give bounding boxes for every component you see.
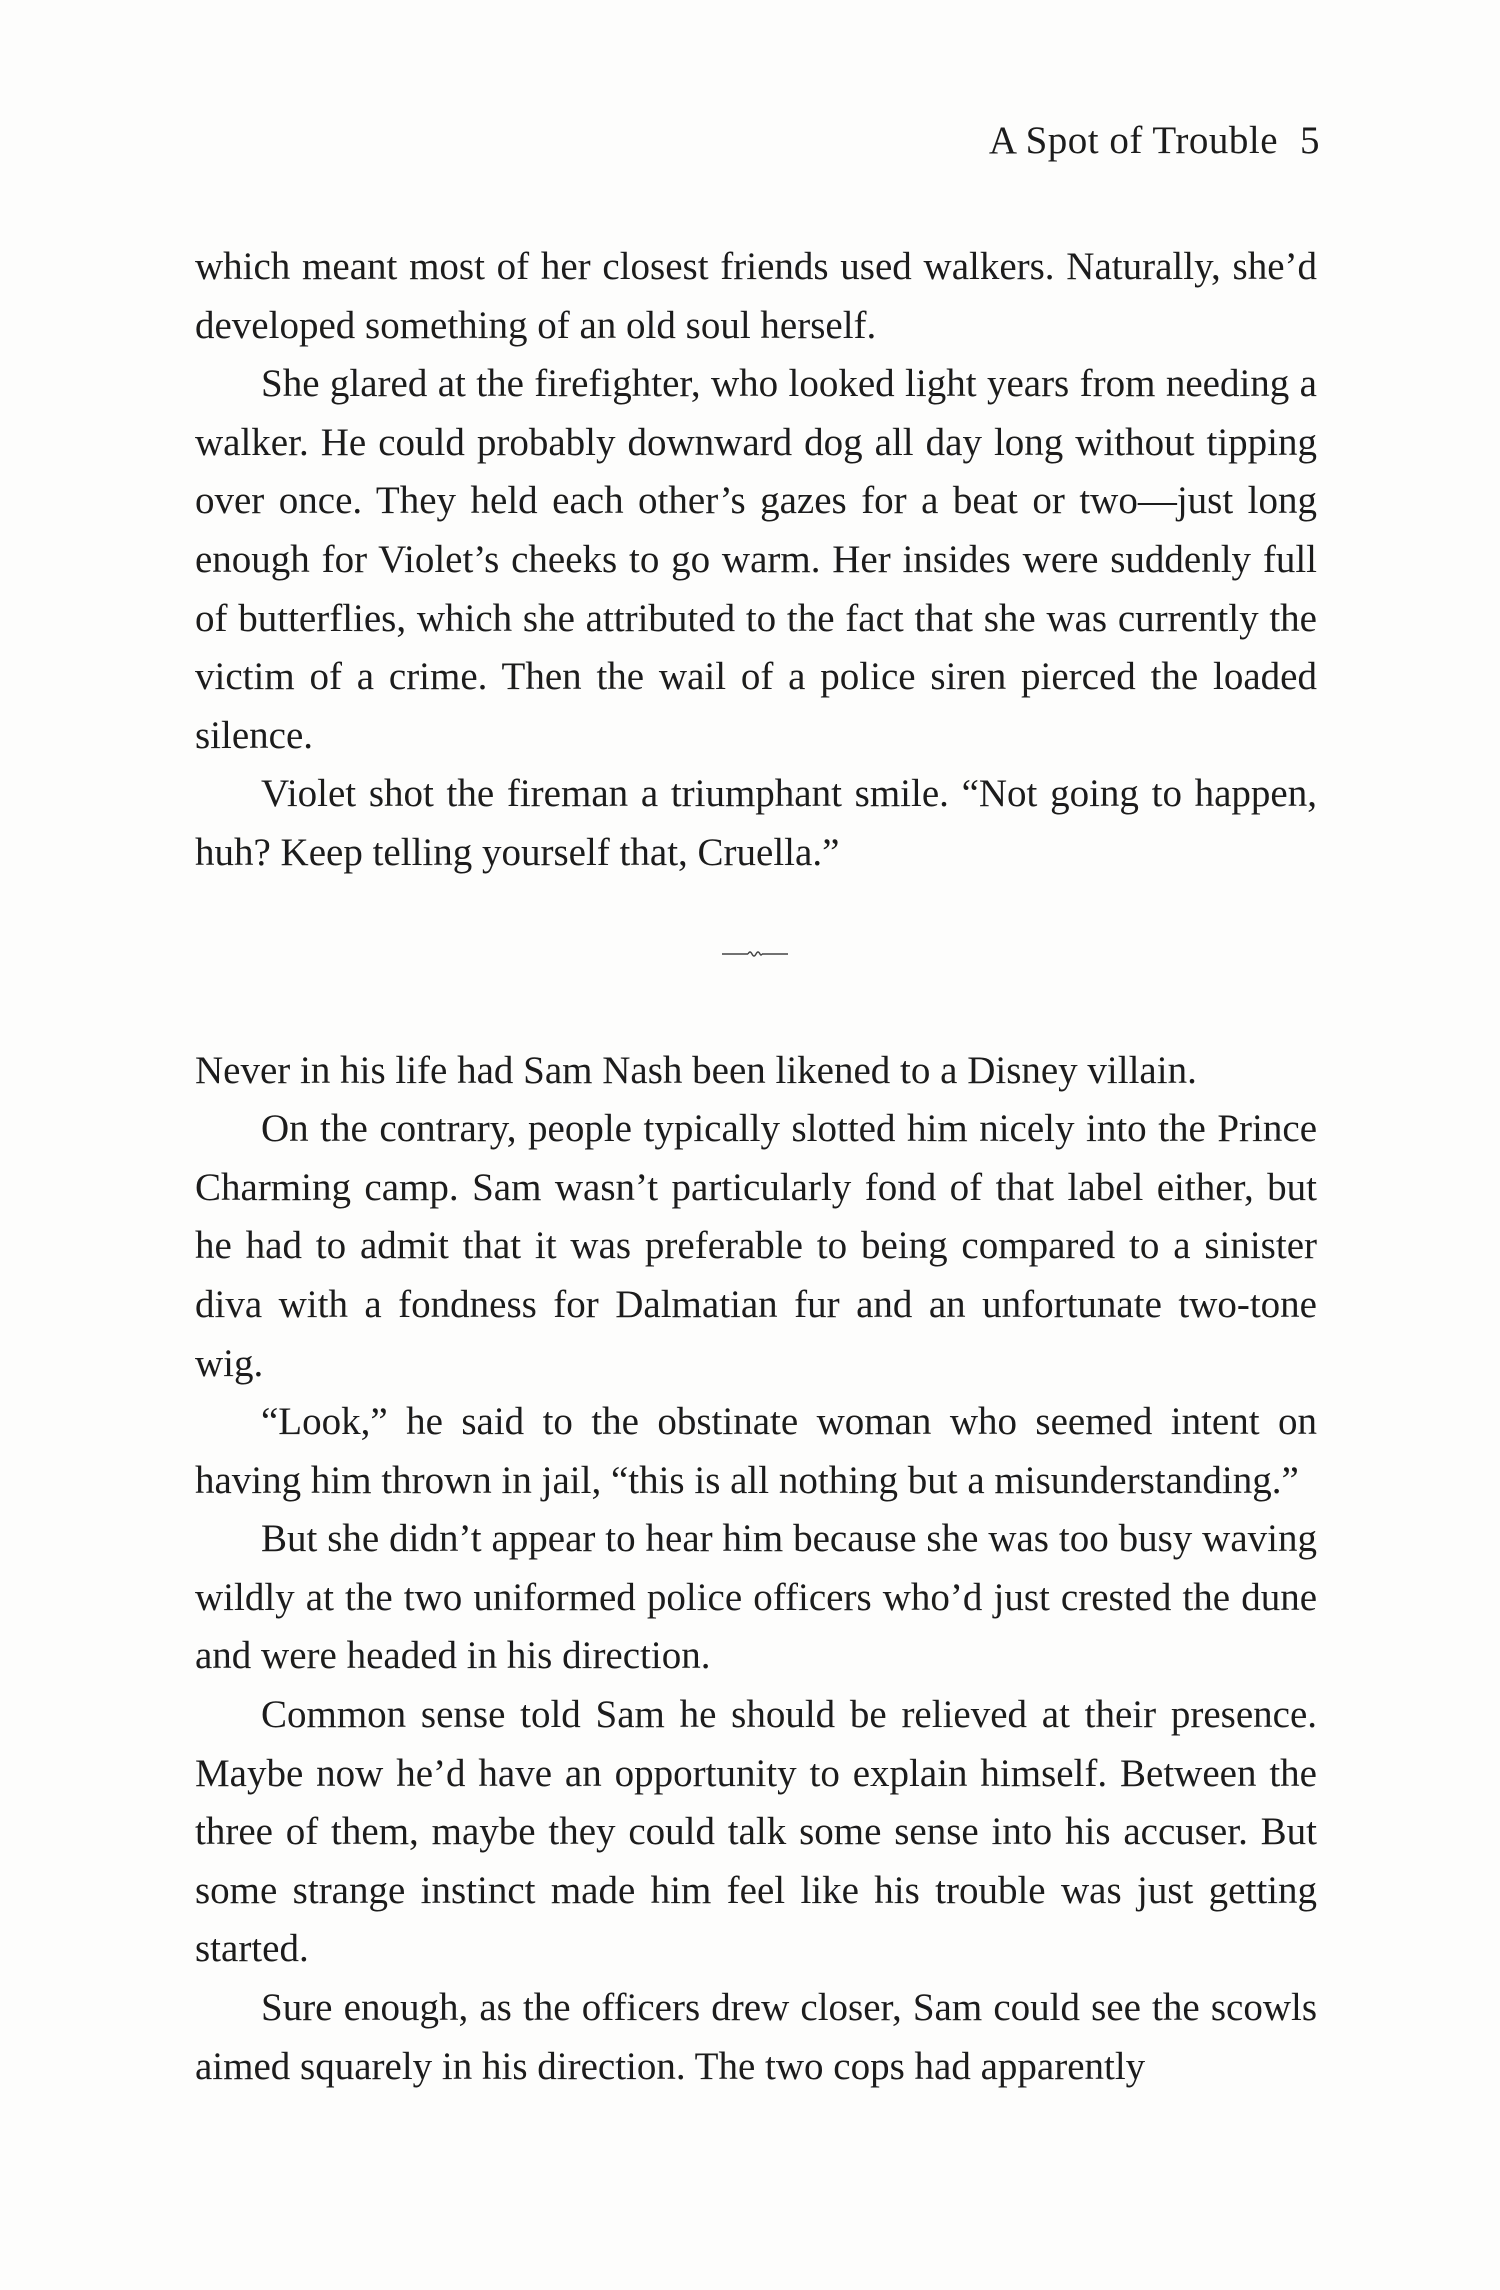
paragraph: Violet shot the fireman a triumphant smile. “Not going to happen, huh? Keep telling yourself that, Cruella.” bbox=[195, 772, 1317, 874]
scene-break-flourish-icon bbox=[720, 945, 790, 961]
paragraph: “Look,” he said to the obstinate woman who seemed intent on having him thrown in jail, “this is all nothing but a misunderstanding.” bbox=[195, 1400, 1317, 1502]
paragraph: Never in his life had Sam Nash been likened to a Disney villain. bbox=[195, 1048, 1197, 1092]
running-title: A Spot of Trouble bbox=[988, 119, 1278, 162]
running-header bbox=[989, 118, 1320, 163]
paragraph: Sure enough, as the officers drew closer, Sam could see the scowls aimed squarely in his direction. The two cops had apparently bbox=[195, 1986, 1317, 2088]
paragraph: Common sense told Sam he should be relieved at their presence. Maybe now he’d have an opportunity to explain himself. Between the three of them, maybe they could talk some sense into his accuser. But some strange instinct made him feel like his trouble was just getting started. bbox=[195, 1693, 1317, 1971]
body-text bbox=[195, 238, 1317, 2096]
paragraph: On the contrary, people typically slotted him nicely into the Prince Charming camp. Sam wasn’t particularly fond of that label either, but he had to admit that it was preferable to being compared to a sinister diva with a fondness for Dalmatian fur and an unfortunate two-tone wig. bbox=[195, 1107, 1317, 1385]
paragraph: She glared at the firefighter, who looked light years from needing a walker. He could probably downward dog all day long without tipping over once. They held each other’s gazes for a beat or two—just long enough for Violet’s cheeks to go warm. Her insides were suddenly full of butterflies, which she attributed to the fact that she was currently the victim of a crime. Then the wail of a police siren pierced the loaded silence. bbox=[195, 362, 1317, 757]
page-number: 5 bbox=[1300, 119, 1320, 162]
paragraph: which meant most of her closest friends used walkers. Naturally, she’d developed something of an old soul herself. bbox=[195, 245, 1317, 347]
paragraph: But she didn’t appear to hear him because she was too busy waving wildly at the two uniformed police officers who’d just crested the dune and were headed in his direction. bbox=[195, 1517, 1317, 1678]
scene-break bbox=[195, 883, 1317, 1042]
